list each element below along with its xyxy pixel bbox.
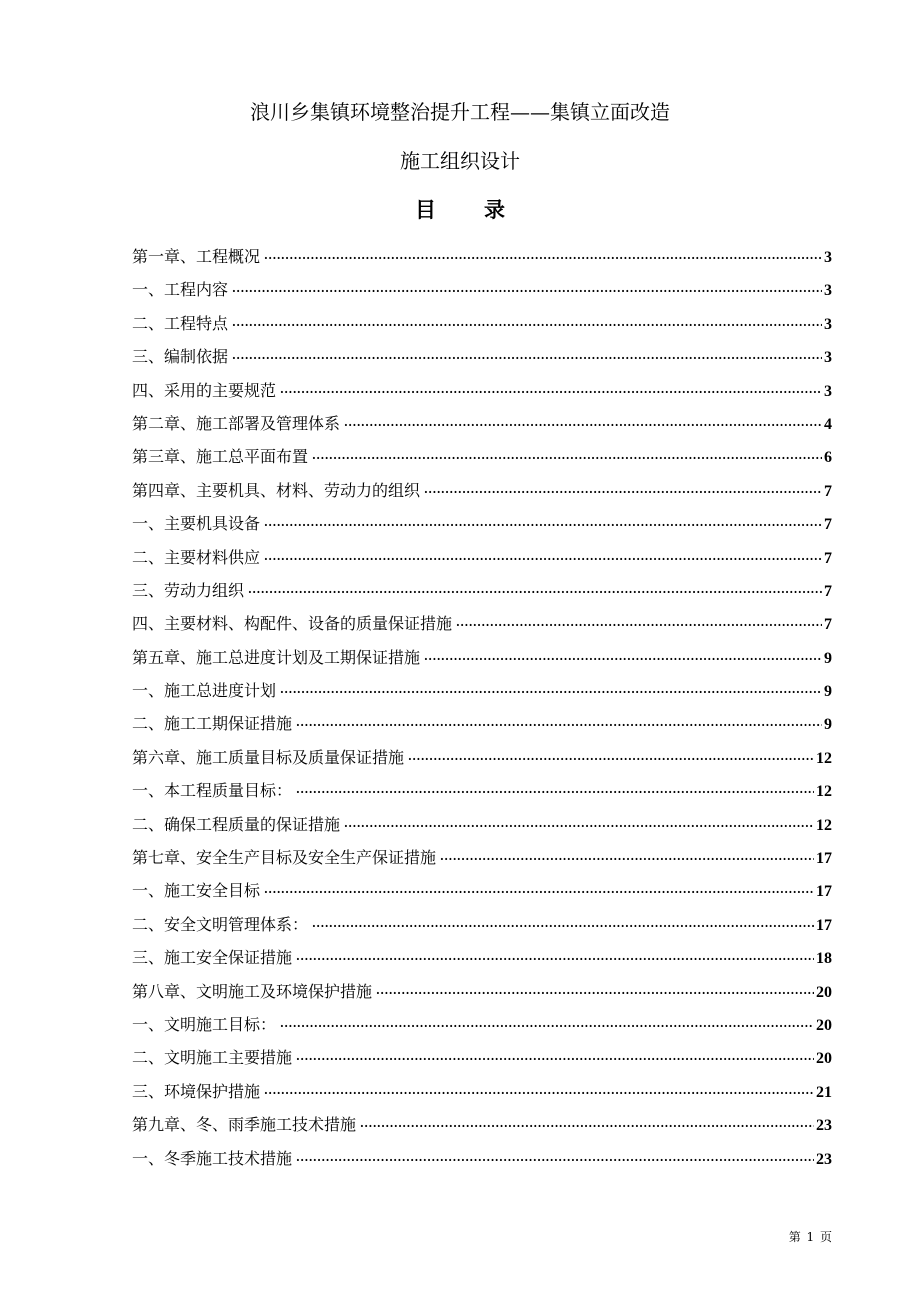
toc-leader-dots (296, 776, 814, 809)
toc-entry-page: 18 (816, 950, 832, 968)
toc-entry-label: 第九章、冬、雨季施工技术措施 (132, 1115, 357, 1135)
toc-entry-label: 四、主要材料、构配件、设备的质量保证措施 (132, 614, 453, 634)
toc-leader-dots (440, 843, 814, 876)
toc-entry-page: 6 (824, 449, 832, 467)
toc-entry-label: 二、工程特点 (132, 313, 229, 333)
toc-leader-dots (424, 476, 822, 509)
toc-entry[interactable] (132, 674, 832, 707)
page-footer: 第 1 页 (788, 1230, 832, 1244)
toc-entry-label: 三、施工安全保证措施 (132, 948, 293, 968)
toc-entry-page: 20 (816, 1050, 832, 1068)
toc-entry-page: 3 (824, 382, 832, 400)
toc-entry-label: 二、施工工期保证措施 (132, 714, 293, 734)
toc-entry[interactable] (132, 541, 832, 574)
toc-entry-page: 17 (816, 916, 832, 934)
toc-entry[interactable] (132, 841, 832, 874)
toc-leader-dots (264, 509, 822, 542)
toc-entry[interactable] (132, 307, 832, 340)
toc-entry-label: 四、采用的主要规范 (132, 380, 277, 400)
toc-entry-page: 23 (816, 1117, 832, 1135)
toc-leader-dots (456, 609, 822, 642)
toc-entry-label: 一、主要机具设备 (132, 514, 261, 534)
toc-entry[interactable] (132, 607, 832, 640)
toc-entry[interactable] (132, 574, 832, 607)
toc-entry-label: 二、安全文明管理体系： (132, 914, 309, 934)
toc-entry-label: 第二章、施工部署及管理体系 (132, 413, 341, 433)
toc-entry[interactable] (132, 774, 832, 807)
toc-entry[interactable] (132, 808, 832, 841)
toc-leader-dots (232, 342, 822, 375)
toc-leader-dots (360, 1110, 814, 1143)
toc-entry-page: 7 (824, 616, 832, 634)
toc-leader-dots (264, 876, 814, 909)
toc-entry-label: 一、工程内容 (132, 280, 229, 300)
toc-leader-dots (344, 409, 822, 442)
toc-entry[interactable] (132, 1075, 832, 1108)
toc-entry-page: 3 (824, 282, 832, 300)
toc-leader-dots (248, 576, 822, 609)
toc-entry-page: 7 (824, 582, 832, 600)
toc-heading: 目录 (415, 197, 553, 222)
toc-entry-page: 9 (824, 649, 832, 667)
toc-leader-dots (296, 1043, 814, 1076)
toc-entry-page: 7 (824, 482, 832, 500)
toc-entry[interactable] (132, 1142, 832, 1175)
toc-entry[interactable] (132, 975, 832, 1008)
toc-entry-label: 第四章、主要机具、材料、劳动力的组织 (132, 480, 421, 500)
toc-entry-page: 12 (816, 816, 832, 834)
toc-entry[interactable] (132, 707, 832, 740)
toc-entry-label: 二、文明施工主要措施 (132, 1048, 293, 1068)
toc-entry[interactable] (132, 340, 832, 373)
toc-leader-dots (296, 1144, 814, 1177)
toc-entry[interactable] (132, 1108, 832, 1141)
toc-leader-dots (264, 242, 822, 275)
toc-entry-page: 23 (816, 1150, 832, 1168)
toc-leader-dots (296, 943, 814, 976)
toc-leader-dots (264, 1077, 814, 1110)
toc-leader-dots (280, 376, 822, 409)
toc-entry[interactable] (132, 941, 832, 974)
toc-entry[interactable] (132, 240, 832, 273)
toc-entry-label: 第六章、施工质量目标及质量保证措施 (132, 747, 405, 767)
toc-leader-dots (376, 977, 814, 1010)
toc-leader-dots (232, 275, 822, 308)
toc-entry[interactable] (132, 741, 832, 774)
toc-entry-label: 三、劳动力组织 (132, 580, 245, 600)
toc-leader-dots (424, 643, 822, 676)
toc-entry-label: 三、环境保护措施 (132, 1081, 261, 1101)
toc-leader-dots (264, 543, 822, 576)
toc-entry-label: 一、施工安全目标 (132, 881, 261, 901)
toc-leader-dots (408, 743, 814, 776)
toc-leader-dots (280, 1010, 814, 1043)
toc-entry-page: 17 (816, 883, 832, 901)
toc-entry[interactable] (132, 507, 832, 540)
toc-entry[interactable] (132, 908, 832, 941)
toc-entry-page: 3 (824, 315, 832, 333)
toc-entry-page: 17 (816, 850, 832, 868)
toc-leader-dots (296, 709, 822, 742)
toc-leader-dots (312, 442, 822, 475)
toc-entry-label: 第五章、施工总进度计划及工期保证措施 (132, 647, 421, 667)
toc-entry-page: 3 (824, 249, 832, 266)
toc-entry-page: 3 (824, 349, 832, 367)
toc-entry-page: 7 (824, 549, 832, 567)
toc-entry-page: 9 (824, 716, 832, 734)
toc-entry-page: 7 (824, 516, 832, 534)
toc-entry[interactable] (132, 440, 832, 473)
toc-entry-label: 第八章、文明施工及环境保护措施 (132, 981, 373, 1001)
toc-entry-page: 20 (816, 983, 832, 1001)
toc-entry-page: 12 (816, 783, 832, 801)
toc-entry[interactable] (132, 474, 832, 507)
toc-entry-label: 三、编制依据 (132, 347, 229, 367)
table-of-contents (132, 240, 832, 1175)
toc-entry[interactable] (132, 1008, 832, 1041)
toc-entry[interactable] (132, 1041, 832, 1074)
toc-entry-label: 二、确保工程质量的保证措施 (132, 814, 341, 834)
toc-entry[interactable] (132, 407, 832, 440)
toc-entry-page: 12 (816, 749, 832, 767)
toc-entry-page: 20 (816, 1016, 832, 1034)
toc-entry-label: 一、文明施工目标： (132, 1014, 277, 1034)
toc-entry-label: 一、施工总进度计划 (132, 681, 277, 701)
toc-entry[interactable] (132, 641, 832, 674)
toc-entry-label: 第七章、安全生产目标及安全生产保证措施 (132, 848, 437, 868)
toc-leader-dots (232, 309, 822, 342)
toc-leader-dots (344, 810, 814, 843)
toc-entry[interactable] (132, 273, 832, 306)
toc-entry[interactable] (132, 374, 832, 407)
toc-entry-label: 第三章、施工总平面布置 (132, 447, 309, 467)
toc-entry-label: 一、冬季施工技术措施 (132, 1148, 293, 1168)
toc-entry-label: 一、本工程质量目标： (132, 781, 293, 801)
toc-entry-page: 21 (816, 1083, 832, 1101)
toc-entry[interactable] (132, 874, 832, 907)
toc-leader-dots (280, 676, 822, 709)
toc-entry-page: 9 (824, 683, 832, 701)
toc-leader-dots (312, 910, 814, 943)
toc-entry-label: 第一章、工程概况 (132, 247, 261, 266)
toc-entry-label: 二、主要材料供应 (132, 547, 261, 567)
document-subtitle: 施工组织设计 (400, 149, 520, 173)
toc-entry-page: 4 (824, 415, 832, 433)
document-title: 浪川乡集镇环境整治提升工程——集镇立面改造 (250, 100, 670, 124)
